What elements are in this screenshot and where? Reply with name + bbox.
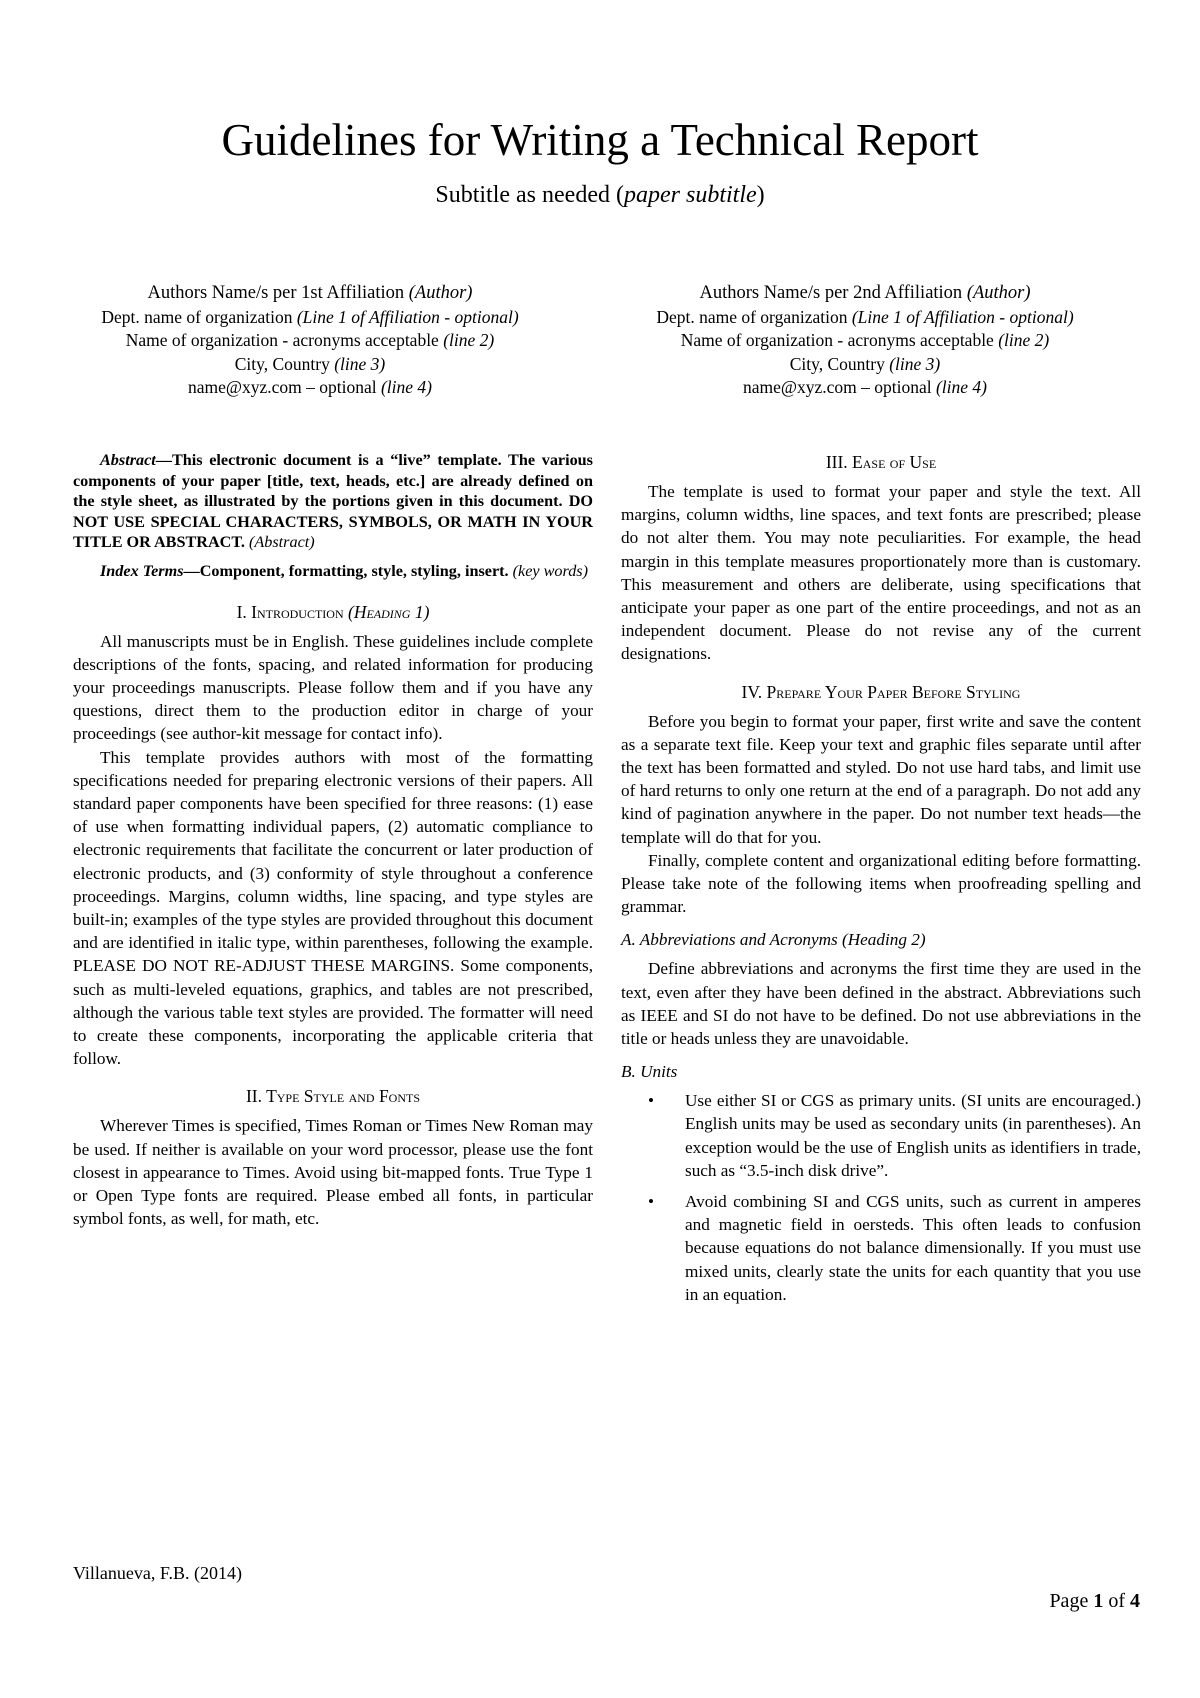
author-block-1	[70, 282, 550, 400]
bullet-icon: •	[648, 1192, 655, 1212]
units-list	[621, 1089, 1141, 1306]
author-city: City, Country (line 3)	[789, 353, 941, 374]
paper-title: Guidelines for Writing a Technical Report	[221, 115, 979, 165]
subtitle-text: Subtitle as needed (	[435, 182, 624, 208]
abstract: Abstract—This electronic document is a “live” template. The various components of your paper [title, text, heads, etc.] are already defined on the style sheet, as illustrated by the portions given in this document. DO NOT USE SPECIAL CHARACTERS, SYMBOLS, OR MATH IN YOUR TITLE OR ABSTRACT. (Abstract)	[73, 451, 593, 552]
ease-of-use-paragraph: The template is used to format your paper and style the text. All margins, column widths, line spaces, and text fonts are prescribed; please do not alter them. You may note peculiarities. For example, the head margin in this template measures proportionately more than is customary. This measurement and others are deliberate, using specifications that anticipate your paper as one part of the entire proceedings, and not as an independent document. Please do not revise any of the current designations.	[621, 482, 1141, 664]
heading-type-style: II. Type Style and Fonts	[245, 1086, 421, 1107]
author-org: Name of organization - acronyms acceptable (line 2)	[125, 330, 495, 350]
bullet-icon: •	[648, 1091, 655, 1111]
page-number: Page 1 of 4	[1049, 1590, 1140, 1612]
subtitle-tag: paper subtitle	[623, 182, 757, 208]
list-item: • Use either SI or CGS as primary units. (SI units are encouraged.) English units may be used as secondary units (in parentheses). An exception would be the use of English units as identifiers in trade, such as “3.5-inch disk drive”.	[648, 1091, 1141, 1180]
type-style-paragraph: Wherever Times is specified, Times Roman or Times New Roman may be used. If neither is available on your word processor, please use the font closest in appearance to Times. Avoid using bit-mapped fonts. True Type 1 or Open Type fonts are required. Please embed all fonts, in particular symbol fonts, as well, for math, etc.	[73, 1116, 593, 1229]
left-column	[73, 450, 593, 1230]
author-block-2	[625, 282, 1105, 400]
author-dept: Dept. name of organization (Line 1 of Affiliation - optional)	[101, 306, 519, 327]
heading-units: B. Units	[621, 1062, 678, 1082]
author-dept: Dept. name of organization (Line 1 of Affiliation - optional)	[656, 306, 1074, 327]
prepare-paragraph-1: Before you begin to format your paper, first write and save the content as a separate text file. Keep your text and graphic files separate until after the text has been formatted and styled. Do not use hard tabs, and limit use of hard returns to only one return at the end of a paragraph. Do not add any kind of pagination anywhere in the paper. Do not number text heads—the template will do that for you.	[621, 711, 1141, 847]
heading-ease-of-use: III. Ease of Use	[825, 452, 937, 472]
footer-citation: Villanueva, F.B. (2014)	[73, 1563, 242, 1583]
intro-paragraph-1: All manuscripts must be in English. These guidelines include complete descriptions of the fonts, spacing, and related information for producing your proceedings manuscripts. Please follow them and if you have any questions, direct them to the production editor in charge of your proceedings (see author-kit message for contact info).	[73, 631, 593, 744]
author-name: Authors Name/s per 1st Affiliation (Author)	[147, 283, 473, 303]
author-org: Name of organization - acronyms acceptable (line 2)	[680, 330, 1050, 350]
prepare-paragraph-2: Finally, complete content and organizational editing before formatting. Please take note of the following items when proofreading spelling and grammar.	[621, 850, 1141, 917]
paper-subtitle	[0, 180, 1200, 210]
heading-prepare: IV. Prepare Your Paper Before Styling	[741, 681, 1021, 702]
author-city: City, Country (line 3)	[234, 353, 386, 374]
author-email: name@xyz.com – optional (line 4)	[742, 377, 988, 397]
right-column	[621, 450, 1141, 1314]
subtitle-close: )	[756, 182, 765, 208]
abbreviations-paragraph: Define abbreviations and acronyms the first time they are used in the text, even after they have been defined in the abstract. Abbreviations such as IEEE and SI do not have to be defined. Do not use abbreviations in the title or heads unless they are unavoidable.	[621, 959, 1141, 1049]
author-email: name@xyz.com – optional (line 4)	[187, 377, 433, 397]
index-terms: Index Terms—Component, formatting, style, styling, insert. (key words)	[100, 561, 588, 580]
intro-paragraph-2: This template provides authors with most of the formatting specifications needed for preparing electronic versions of their papers. All standard paper components have been specified for three reasons: (1) ease of use when formatting individual papers, (2) automatic compliance to electronic requirements that facilitate the concurrent or later production of electronic products, and (3) conformity of style throughout a conference proceedings. Margins, column widths, line spacing, and type styles are built-in; examples of the type styles are provided throughout this document and are identified in italic type, within parentheses, following the example. PLEASE DO NOT RE-ADJUST THESE MARGINS. Some components, such as multi-leveled equations, graphics, and tables are not prescribed, although the various table text styles are provided. The formatter will need to create these components, incorporating the applicable criteria that follow.	[73, 747, 593, 1069]
author-name: Authors Name/s per 2nd Affiliation (Author)	[699, 283, 1031, 303]
list-item: • Avoid combining SI and CGS units, such as current in amperes and magnetic field in oersteds. This often leads to confusion because equations do not balance dimensionally. If you must use mixed units, clearly state the units for each quantity that you use in an equation.	[648, 1192, 1141, 1304]
heading-abbreviations: A. Abbreviations and Acronyms (Heading 2)	[621, 930, 926, 950]
heading-introduction: I. Introduction (Heading 1)	[236, 601, 430, 622]
